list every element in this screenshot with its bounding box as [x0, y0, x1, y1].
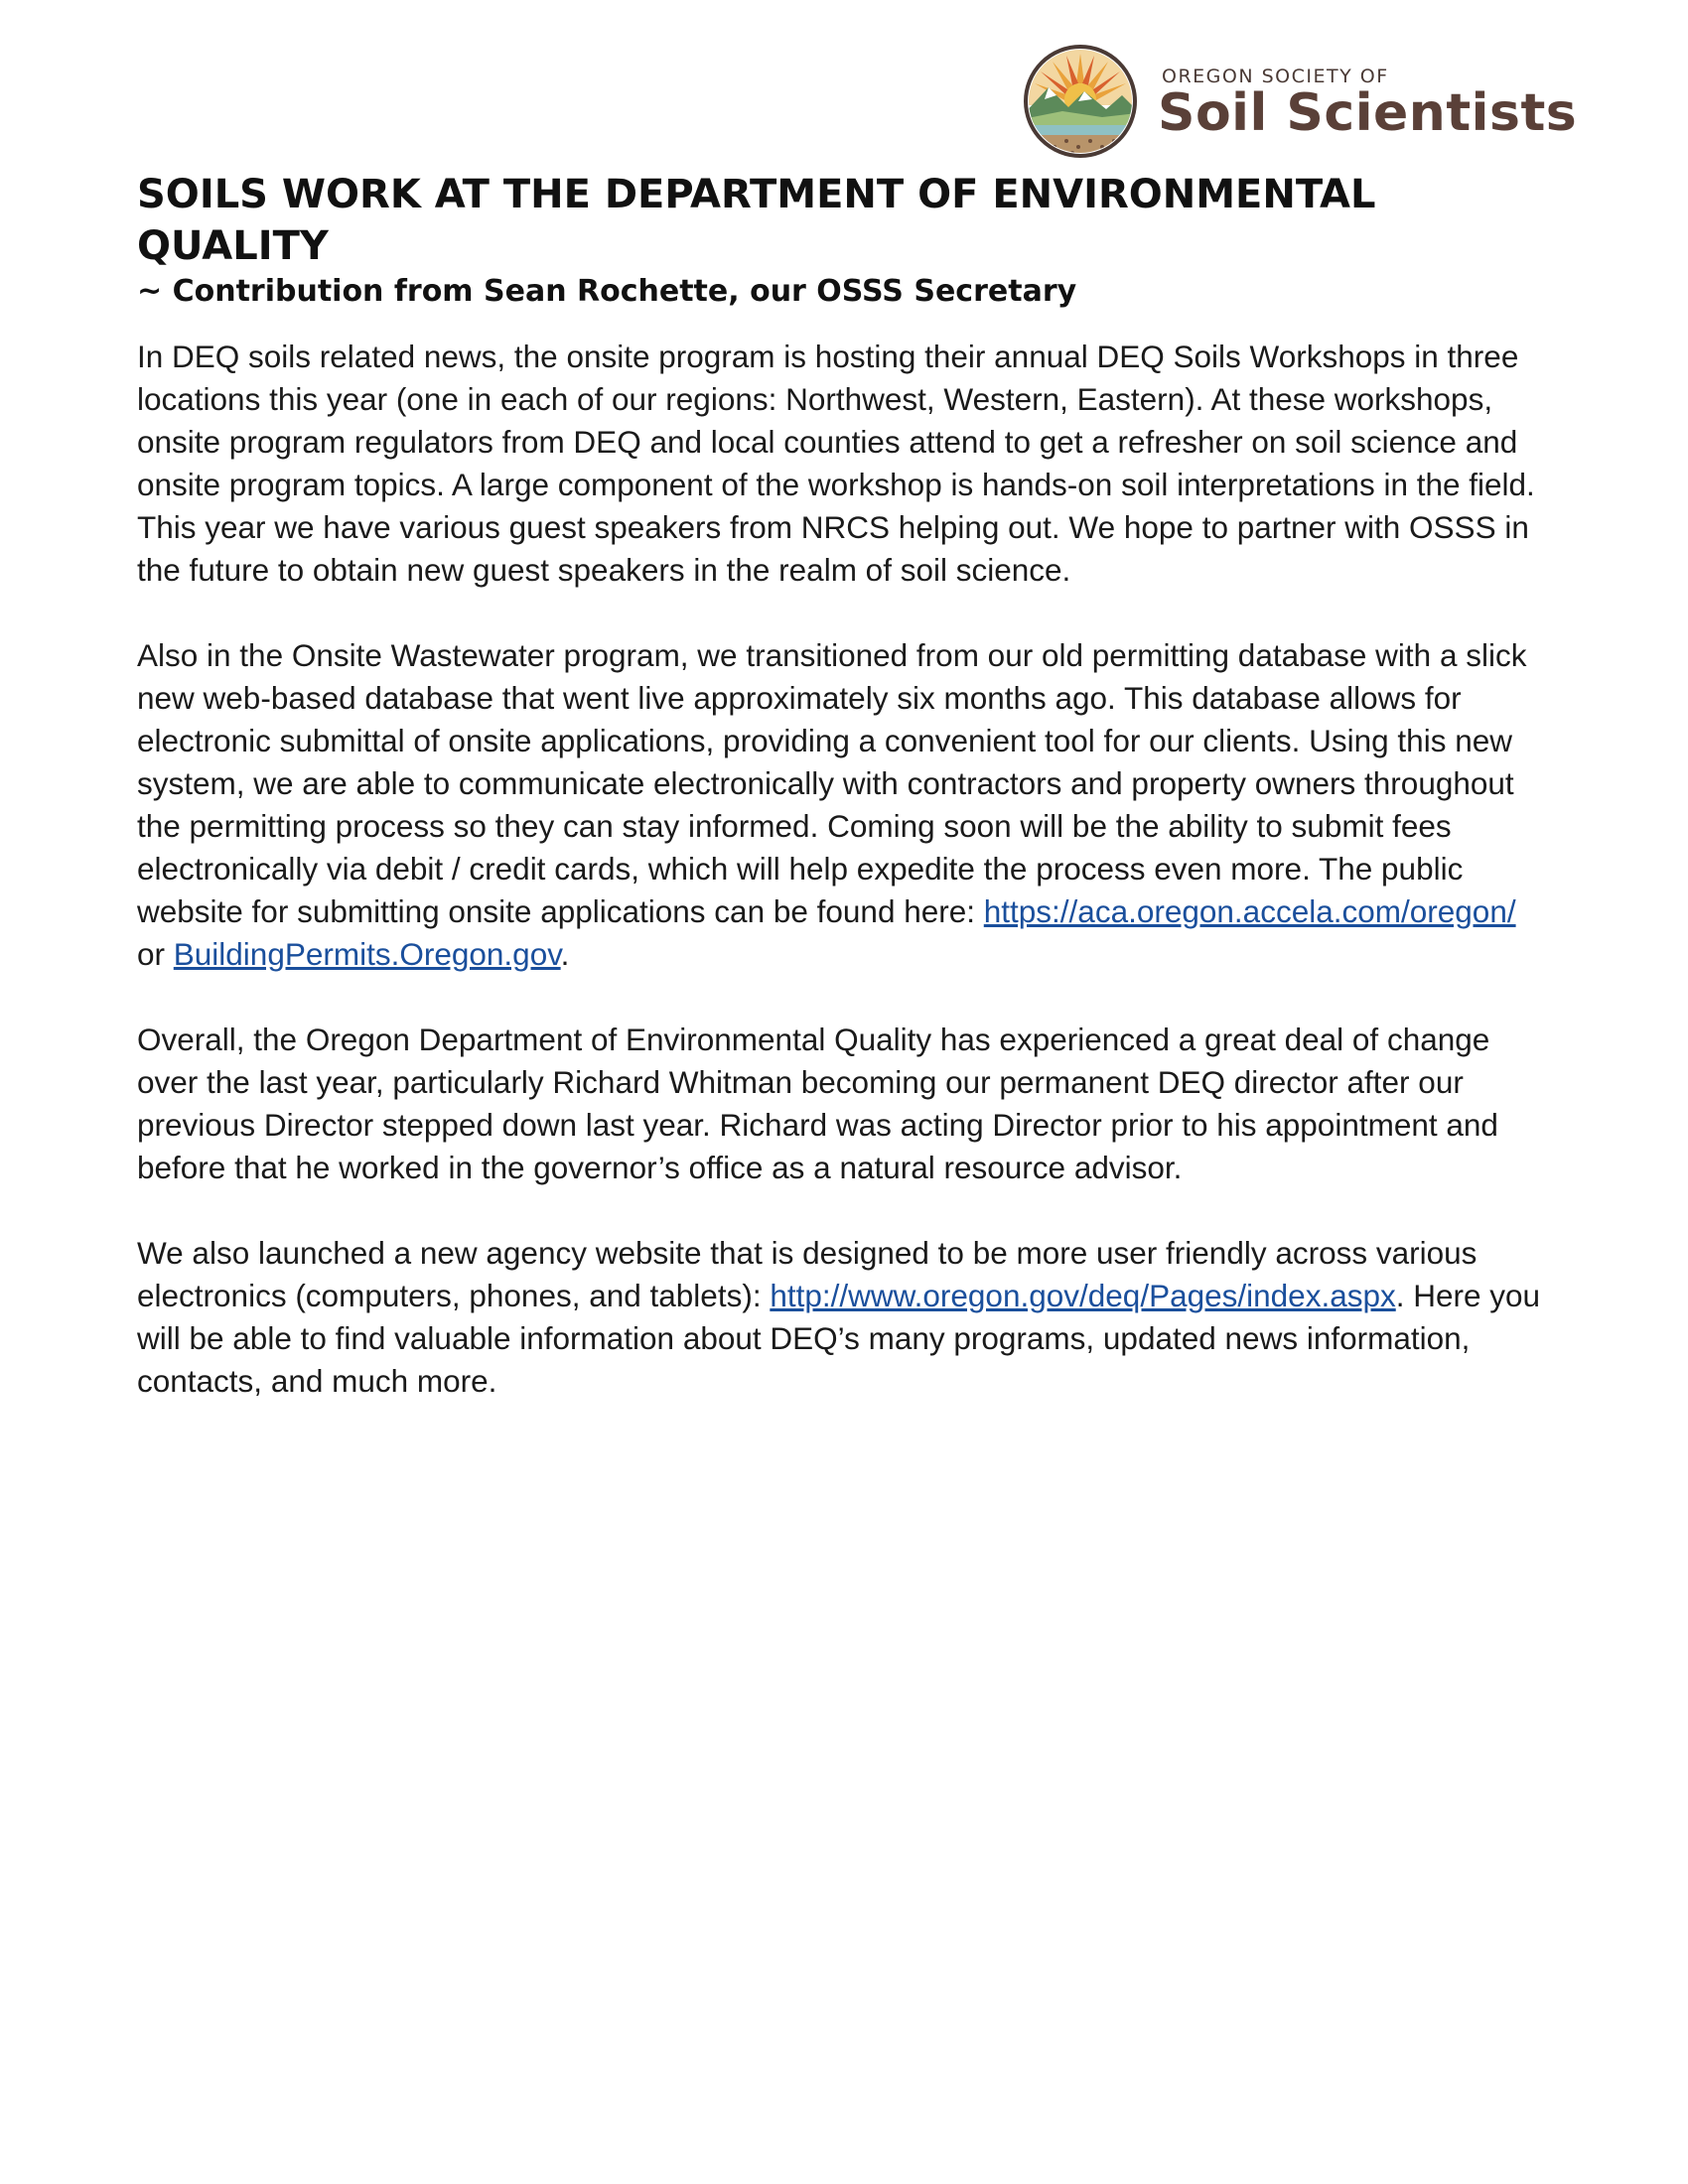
- logo-kicker-text: OREGON SOCIETY OF: [1162, 66, 1389, 87]
- article-byline: ~ Contribution from Sean Rochette, our OSSS Secretary: [137, 274, 1077, 309]
- article-title: [137, 169, 1547, 272]
- accela-link[interactable]: https://aca.oregon.accela.com/oregon/: [983, 893, 1516, 929]
- paragraph-onsite-database-end: .: [560, 936, 570, 972]
- paragraph-agency-website: [137, 1232, 1547, 1403]
- paragraph-soils-workshops: In DEQ soils related news, the onsite program is hosting their annual DEQ Soils Workshops in three locations this year (one in each of our regions: Northwest, Western, Eastern). At these workshops, onsite program regulators from DEQ and local counties attend to get a refresher on soil science and onsite program topics. A large component of the workshop is hands-on soil interpretations in the field. This year we have various guest speakers from NRCS helping out. We hope to partner with OSSS in the future to obtain new guest speakers in the realm of soil science.: [137, 339, 1535, 588]
- soil-scientists-logo-icon: [1023, 44, 1138, 159]
- osss-logo: [1023, 44, 1579, 163]
- logo-name-text: Soil Scientists: [1158, 83, 1578, 143]
- article: [137, 169, 1547, 1445]
- paragraph-deq-director: Overall, the Oregon Department of Environmental Quality has experienced a great deal of change over the last year, particularly Richard Whitman becoming our permanent DEQ director after our previous Director stepped down last year. Richard was acting Director prior to his appointment and before that he worked in the governor’s office as a natural resource advisor.: [137, 1022, 1498, 1185]
- paragraph-agency-website-end: . Here you will be able to find valuable information about DEQ’s many programs, updated news information, contacts, and much more.: [137, 1278, 1541, 1399]
- link-separator-text: or: [137, 936, 174, 972]
- article-body: [137, 336, 1547, 1403]
- deq-website-link[interactable]: http://www.oregon.gov/deq/Pages/index.aspx: [770, 1278, 1396, 1313]
- building-permits-link[interactable]: BuildingPermits.Oregon.gov: [173, 936, 561, 972]
- paragraph-agency-website-text: We also launched a new agency website that is designed to be more user friendly across various electronics (computers, phones, and tablets):: [137, 1235, 1477, 1313]
- article-title-line1: SOILS WORK AT THE DEPARTMENT OF ENVIRONMENTAL: [137, 172, 1376, 217]
- paragraph-onsite-database: [137, 634, 1547, 976]
- paragraph-onsite-database-text: Also in the Onsite Wastewater program, we transitioned from our old permitting database with a slick new web-based database that went live approximately six months ago. This database allows for electronic submittal of onsite applications, providing a convenient tool for our clients. Using this new system, we are able to communicate electronically with contractors and property owners throughout the permitting process so they can stay informed. Coming soon will be the ability to submit fees electronically via debit / credit cards, which will help expedite the process even more. The public website for submitting onsite applications can be found here:: [137, 637, 1527, 929]
- article-title-line2: QUALITY: [137, 223, 329, 269]
